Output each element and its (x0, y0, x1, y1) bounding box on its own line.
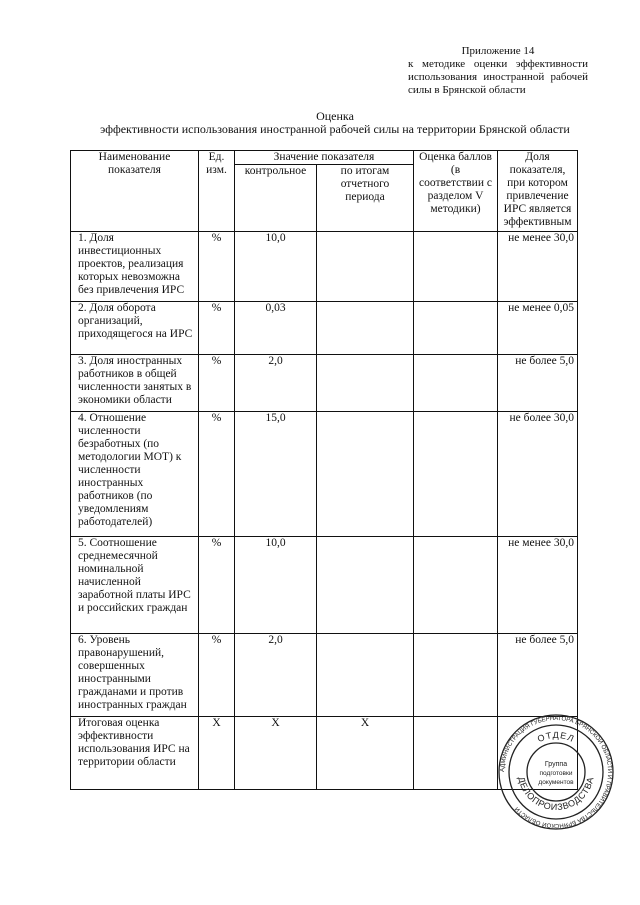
stamp-outer-text: АДМИНИСТРАЦИЯ ГУБЕРНАТОРА БРЯНСКОЙ ОБЛАСТИ И ПРАВИТЕЛЬСТВА БРЯНСКОЙ ОБЛАСТИ (499, 715, 613, 829)
header-unit: Ед. изм. (199, 151, 235, 232)
organization-stamp (496, 712, 616, 832)
row-score (414, 717, 498, 790)
header-name: Наименование показателя (71, 151, 199, 232)
row-period (317, 537, 414, 634)
row-score (414, 232, 498, 302)
appendix-block (408, 45, 588, 97)
row-control: 0,03 (235, 302, 317, 355)
row-unit: % (199, 355, 235, 412)
stamp-center-line-3: документов (538, 779, 574, 786)
table-row (71, 412, 578, 537)
row-name: 6. Уровень правонарушений, совершенных иностранными гражданами и против иностранных граждан (71, 634, 199, 717)
row-control: 10,0 (235, 232, 317, 302)
stamp-top-text: ОТДЕЛ (535, 729, 577, 745)
table-row (71, 355, 578, 412)
row-name: 1. Доля инвестиционных проектов, реализация которых невозможна без привлечения ИРС (71, 232, 199, 302)
row-score (414, 412, 498, 537)
row-name: Итоговая оценка эффективности использования ИРС на территории области (71, 717, 199, 790)
row-period (317, 412, 414, 537)
stamp-center-line-2: подготовки (539, 770, 573, 777)
row-control: Х (235, 717, 317, 790)
table-row (71, 537, 578, 634)
stamp-bottom-text: ДЕЛОПРОИЗВОДСТВА (516, 775, 596, 813)
row-share: не более 30,0 (498, 412, 578, 537)
appendix-title: Приложение 14 (461, 45, 535, 57)
row-control: 2,0 (235, 355, 317, 412)
document-subtitle: эффективности использования иностранной рабочей силы на территории Брянской области (100, 122, 570, 136)
row-name: 5. Соотношение среднемесячной номинальной начисленной заработной платы ИРС и российских граждан (71, 537, 199, 634)
appendix-line-3: силы в Брянской области (408, 84, 526, 96)
row-score (414, 634, 498, 717)
row-period (317, 634, 414, 717)
header-share: Доля показателя, при котором привлечение ИРС является эффективным (498, 151, 578, 232)
table-row (71, 302, 578, 355)
document-heading (70, 110, 600, 136)
header-value-group: Значение показателя (235, 151, 414, 165)
row-period (317, 232, 414, 302)
row-unit: % (199, 634, 235, 717)
row-score (414, 302, 498, 355)
header-control: контрольное (235, 165, 317, 232)
row-period (317, 355, 414, 412)
row-period: Х (317, 717, 414, 790)
row-name: 2. Доля оборота организаций, приходящегося на ИРС (71, 302, 199, 355)
row-name: 3. Доля иностранных работников в общей численности занятых в экономики области (71, 355, 199, 412)
document-title: Оценка (316, 109, 354, 123)
row-control: 15,0 (235, 412, 317, 537)
row-score (414, 537, 498, 634)
appendix-line-2: использования иностранной рабочей (408, 71, 588, 83)
row-unit: % (199, 232, 235, 302)
row-unit: % (199, 537, 235, 634)
row-share: не менее 0,05 (498, 302, 578, 355)
stamp-center-line-1: Группа (544, 761, 568, 768)
evaluation-table (70, 150, 578, 790)
row-unit: % (199, 412, 235, 537)
row-unit: Х (199, 717, 235, 790)
header-score: Оценка баллов (в соответствии с разделом V методики) (414, 151, 498, 232)
row-name: 4. Отношение численности безработных (по методологии МОТ) к численности иностранных работников (по уведомлениям работодателей) (71, 412, 199, 537)
row-period (317, 302, 414, 355)
row-share: не более 5,0 (498, 355, 578, 412)
row-control: 2,0 (235, 634, 317, 717)
row-share: не менее 30,0 (498, 537, 578, 634)
appendix-line-1: к методике оценки эффективности (408, 58, 588, 70)
row-unit: % (199, 302, 235, 355)
row-score (414, 355, 498, 412)
table-row (71, 232, 578, 302)
row-share: не более 5,0 (498, 634, 578, 717)
row-control: 10,0 (235, 537, 317, 634)
row-share: не менее 30,0 (498, 232, 578, 302)
table-row (71, 634, 578, 717)
header-period: по итогам отчетного периода (317, 165, 414, 232)
